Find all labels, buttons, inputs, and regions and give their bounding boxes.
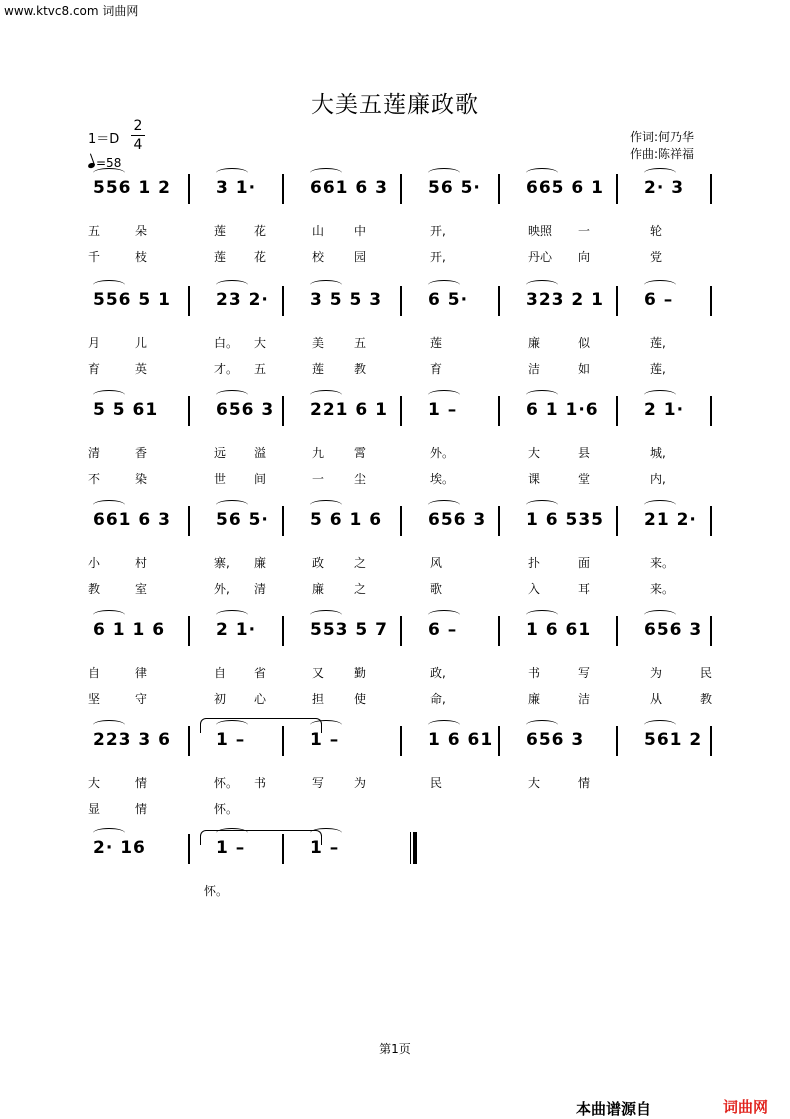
lyric-verse1-word: 大: [254, 336, 267, 350]
lyric-verse2-word: 洁: [528, 362, 541, 376]
lyric-verse2-word: 怀。: [214, 802, 239, 816]
lyric-verse1-word: 风: [430, 556, 443, 570]
slur: [644, 720, 676, 730]
slur: [428, 610, 460, 620]
lyric-verse2-word: 世: [214, 472, 227, 486]
lyric-verse2-word: 坚: [88, 692, 101, 706]
key-signature: 1＝D: [88, 132, 120, 147]
lyric-verse2-word: 心: [254, 692, 267, 706]
lyric-verse2-word: 千: [88, 250, 101, 264]
lyric-verse2-word: 教: [700, 692, 713, 706]
time-signature-top: 2: [133, 118, 143, 134]
lyric-verse1-word: 书: [254, 776, 267, 790]
lyric-verse2-word: 莲,: [650, 362, 666, 376]
lyric-verse1-word: 书: [528, 666, 541, 680]
slur: [428, 280, 460, 290]
lyric-verse1-word: 写: [578, 666, 591, 680]
lyric-verse1-word: 映照: [528, 224, 553, 238]
final-barline-thick: [413, 832, 417, 864]
lyric-verse2-word: 莲: [312, 362, 325, 376]
lyric-verse1-word: 民: [700, 666, 713, 680]
lyric-verse2-word: 如: [578, 362, 591, 376]
lyric-verse2-word: 丹心: [528, 250, 553, 264]
source-text: 本曲谱源自: [576, 1100, 652, 1118]
note-group: 6 5·: [428, 290, 469, 310]
note-group: 1 –: [216, 730, 246, 750]
slur: [310, 500, 342, 510]
note-group: 656 3: [644, 620, 703, 640]
lyric-verse1-word: 寨,: [214, 556, 230, 570]
lyric-verse2-word: 内,: [650, 472, 666, 486]
lyric-verse2-word: 廉: [312, 582, 325, 596]
note-group: 3 1·: [216, 178, 257, 198]
barline: [400, 726, 402, 756]
slur: [644, 610, 676, 620]
lyric-verse2-word: 显: [88, 802, 101, 816]
slur: [526, 610, 558, 620]
lyric-verse1-word: 之: [354, 556, 367, 570]
lyric-verse2-word: 枝: [135, 250, 148, 264]
lyric-verse1-word: 山: [312, 224, 325, 238]
lyric-verse1-word: 面: [578, 556, 591, 570]
barline: [188, 616, 190, 646]
lyric-verse1-word: 政: [312, 556, 325, 570]
slur: [428, 168, 460, 178]
lyric-verse2-word: 尘: [354, 472, 367, 486]
lyric-verse1-word: 城,: [650, 446, 666, 460]
lyric-verse2-word: 之: [354, 582, 367, 596]
slur: [526, 390, 558, 400]
barline: [498, 396, 500, 426]
barline: [188, 506, 190, 536]
lyric-verse1-word: 村: [135, 556, 148, 570]
lyric-verse2-word: 命,: [430, 692, 446, 706]
lyric-verse1-word: 莲: [430, 336, 443, 350]
note-group: 5 6 1 6: [310, 510, 383, 530]
barline: [400, 396, 402, 426]
note-group: 556 5 1: [93, 290, 171, 310]
lyric-verse2-word: 五: [254, 362, 267, 376]
note-group: 5 5 61: [93, 400, 159, 420]
barline: [498, 286, 500, 316]
song-title: 大美五莲廉政歌: [311, 92, 479, 118]
barline: [710, 726, 712, 756]
note-group: 2· 3: [644, 178, 685, 198]
lyric-verse2-word: 开,: [430, 250, 446, 264]
lyric-verse2-word: 校: [312, 250, 325, 264]
note-group: 6 1 1·6: [526, 400, 599, 420]
note-group: 23 2·: [216, 290, 269, 310]
lyric-verse1-word: 大: [528, 446, 541, 460]
slur: [310, 168, 342, 178]
lyric-verse1-word: 写: [312, 776, 325, 790]
slur: [216, 280, 248, 290]
lyric-verse1-word: 自: [214, 666, 227, 680]
slur: [93, 720, 125, 730]
lyric-verse1-word: 扑: [528, 556, 541, 570]
slur: [216, 390, 248, 400]
lyric-verse1-word: 民: [430, 776, 443, 790]
slur: [428, 720, 460, 730]
lyric-verse1-word: 花: [254, 224, 267, 238]
barline: [188, 726, 190, 756]
lyric-verse1-word: 似: [578, 336, 591, 350]
barline: [616, 616, 618, 646]
lyric-verse2-word: 埃。: [430, 472, 455, 486]
note-group: 656 3: [216, 400, 275, 420]
note-group: 1 –: [310, 730, 340, 750]
note-group: 1 6 61: [428, 730, 494, 750]
lyric-verse2-word: 向: [578, 250, 591, 264]
lyric-verse1-word: 情: [578, 776, 591, 790]
note-group: 6 –: [428, 620, 458, 640]
lyric-verse2-word: 英: [135, 362, 148, 376]
lyric-verse1-word: 大: [528, 776, 541, 790]
slur: [216, 500, 248, 510]
quarter-note-icon: [87, 162, 95, 169]
barline: [710, 616, 712, 646]
lyric-verse1-word: 为: [354, 776, 367, 790]
lyric-verse2-word: 歌: [430, 582, 443, 596]
note-group: 221 6 1: [310, 400, 388, 420]
site-watermark[interactable]: www.ktvc8.com 词曲网: [4, 4, 139, 18]
note-group: 6 –: [644, 290, 674, 310]
lyric-verse2-word: 园: [354, 250, 367, 264]
barline: [188, 834, 190, 864]
note-group: 656 3: [428, 510, 487, 530]
page-number: 第1页: [379, 1042, 411, 1056]
note-group: 323 2 1: [526, 290, 604, 310]
lyric-verse1-word: 轮: [650, 224, 663, 238]
barline: [616, 506, 618, 536]
lyric-verse1-word: 五: [354, 336, 367, 350]
barline: [616, 396, 618, 426]
composer-credit: 作曲:陈祥福: [630, 147, 695, 161]
lyric-verse2-word: 莲: [214, 250, 227, 264]
lyric-verse2-word: 担: [312, 692, 325, 706]
lyric-verse1-word: 儿: [135, 336, 148, 350]
slur: [93, 390, 125, 400]
lyric-verse1-word: 溢: [254, 446, 267, 460]
slur: [644, 390, 676, 400]
barline: [282, 174, 284, 204]
slur: [216, 610, 248, 620]
lyric-verse1-word: 朵: [135, 224, 148, 238]
lyric-verse1-word: 清: [88, 446, 101, 460]
lyric-verse2-word: 洁: [578, 692, 591, 706]
lyric-verse1-word: 美: [312, 336, 325, 350]
lyric-verse1-word: 开,: [430, 224, 446, 238]
lyric-verse1-word: 五: [88, 224, 101, 238]
lyric-verse1-word: 九: [312, 446, 325, 460]
lyric-verse2-word: 党: [650, 250, 663, 264]
barline: [282, 506, 284, 536]
final-barline-thin: [410, 832, 411, 864]
slur: [644, 168, 676, 178]
lyric-verse1-word: 香: [135, 446, 148, 460]
barline: [710, 174, 712, 204]
lyric-verse2-word: 一: [312, 472, 325, 486]
lyric-verse1-word: 律: [135, 666, 148, 680]
note-group: 661 6 3: [93, 510, 171, 530]
note-group: 21 2·: [644, 510, 697, 530]
lyric-verse1-word: 白。: [214, 336, 239, 350]
lyric-verse2-word: 才。: [214, 362, 239, 376]
lyric-verse2-word: 染: [135, 472, 148, 486]
note-group: 3 5 5 3: [310, 290, 383, 310]
barline: [498, 174, 500, 204]
lyric-verse1-word: 小: [88, 556, 101, 570]
lyric-verse2-word: 清: [254, 582, 267, 596]
note-group: 1 –: [428, 400, 458, 420]
barline: [710, 286, 712, 316]
lyric-verse1-word: 廉: [528, 336, 541, 350]
note-group: 561 2: [644, 730, 703, 750]
slur: [93, 610, 125, 620]
barline: [498, 616, 500, 646]
lyric-verse1-word: 莲,: [650, 336, 666, 350]
lyric-verse1-word: 又: [312, 666, 325, 680]
lyric-verse2-word: 使: [354, 692, 367, 706]
slur: [644, 500, 676, 510]
lyric-verse2-word: 守: [135, 692, 148, 706]
barline: [282, 396, 284, 426]
lyric-verse2-word: 情: [135, 802, 148, 816]
lyric-verse1-word: 廉: [254, 556, 267, 570]
lyric-verse2-word: 堂: [578, 472, 591, 486]
barline: [188, 174, 190, 204]
note-group: 661 6 3: [310, 178, 388, 198]
note-group: 1 6 535: [526, 510, 604, 530]
barline: [400, 506, 402, 536]
lyric-verse1-word: 霄: [354, 446, 367, 460]
slur: [644, 280, 676, 290]
brand-logo-text[interactable]: 词曲网: [723, 1098, 769, 1116]
lyric-verse2-word: 育: [430, 362, 443, 376]
lyric-verse1-word: 情: [135, 776, 148, 790]
lyric-verse1-word: 中: [354, 224, 367, 238]
lyric-verse2-word: 育: [88, 362, 101, 376]
lyric-verse1-word: 大: [88, 776, 101, 790]
slur: [93, 168, 125, 178]
lyric-verse1-word: 外。: [430, 446, 455, 460]
barline: [710, 506, 712, 536]
note-group: 556 1 2: [93, 178, 171, 198]
time-signature-bottom: 4: [133, 137, 143, 153]
slur: [93, 500, 125, 510]
lyric-verse2-word: 廉: [528, 692, 541, 706]
barline: [710, 396, 712, 426]
slur: [526, 720, 558, 730]
slur: [526, 168, 558, 178]
lyric-verse2-word: 来。: [650, 582, 675, 596]
lyric-verse1-word: 莲: [214, 224, 227, 238]
note-group: 56 5·: [216, 510, 269, 530]
slur: [310, 610, 342, 620]
lyric-verse1-word: 怀。: [214, 776, 239, 790]
slur: [93, 828, 125, 838]
note-group: 56 5·: [428, 178, 481, 198]
note-group: 223 3 6: [93, 730, 171, 750]
lyric-verse1-word: 为: [650, 666, 663, 680]
barline: [616, 286, 618, 316]
lyric-verse1-word: 怀。: [204, 884, 229, 898]
note-group: 2· 16: [93, 838, 146, 858]
lyric-verse2-word: 课: [528, 472, 541, 486]
barline: [498, 726, 500, 756]
barline: [282, 616, 284, 646]
lyric-verse2-word: 从: [650, 692, 663, 706]
tempo-value: =58: [96, 156, 122, 170]
lyric-verse2-word: 教: [88, 582, 101, 596]
note-group: 2 1·: [216, 620, 257, 640]
lyric-verse1-word: 县: [578, 446, 591, 460]
note-group: 6 1 1 6: [93, 620, 166, 640]
barline: [400, 286, 402, 316]
lyric-verse2-word: 教: [354, 362, 367, 376]
slur: [526, 280, 558, 290]
barline: [188, 396, 190, 426]
lyric-verse1-word: 勤: [354, 666, 367, 680]
note-group: 553 5 7: [310, 620, 388, 640]
barline: [498, 506, 500, 536]
lyric-verse2-word: 入: [528, 582, 541, 596]
barline: [400, 174, 402, 204]
lyric-verse1-word: 月: [88, 336, 101, 350]
barline: [282, 286, 284, 316]
barline: [188, 286, 190, 316]
slur: [310, 390, 342, 400]
lyric-verse2-word: 不: [88, 472, 101, 486]
slur: [526, 500, 558, 510]
lyric-verse1-word: 一: [578, 224, 591, 238]
lyric-verse1-word: 政,: [430, 666, 446, 680]
slur: [310, 280, 342, 290]
lyric-verse1-word: 自: [88, 666, 101, 680]
lyric-verse1-word: 来。: [650, 556, 675, 570]
note-group: 2 1·: [644, 400, 685, 420]
lyricist-credit: 作词:何乃华: [630, 130, 695, 144]
slur: [216, 168, 248, 178]
volta-bracket: [200, 718, 322, 733]
lyric-verse2-word: 室: [135, 582, 148, 596]
note-group: 656 3: [526, 730, 585, 750]
lyric-verse1-word: 省: [254, 666, 267, 680]
note-group: 665 6 1: [526, 178, 604, 198]
note-group: 1 6 61: [526, 620, 592, 640]
barline: [616, 726, 618, 756]
barline: [616, 174, 618, 204]
volta-bracket: [200, 830, 322, 845]
note-group: 1 –: [310, 838, 340, 858]
lyric-verse2-word: 初: [214, 692, 227, 706]
slur: [428, 390, 460, 400]
lyric-verse2-word: 耳: [578, 582, 591, 596]
slur: [428, 500, 460, 510]
note-group: 1 –: [216, 838, 246, 858]
lyric-verse2-word: 外,: [214, 582, 230, 596]
lyric-verse2-word: 花: [254, 250, 267, 264]
lyric-verse1-word: 远: [214, 446, 227, 460]
lyric-verse2-word: 间: [254, 472, 267, 486]
time-signature: [131, 118, 145, 153]
slur: [93, 280, 125, 290]
barline: [400, 616, 402, 646]
